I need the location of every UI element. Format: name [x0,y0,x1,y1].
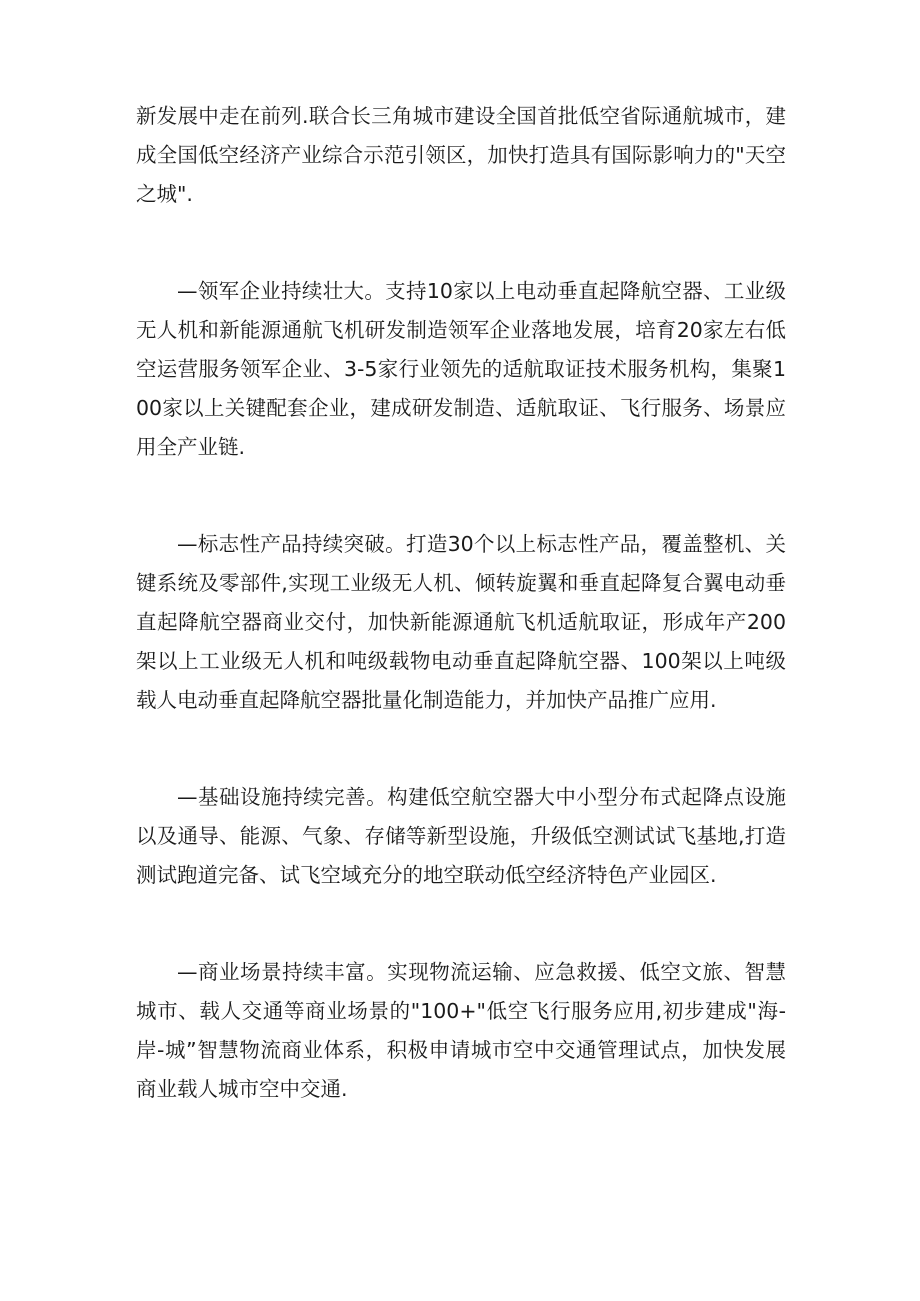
paragraph-infrastructure: —基础设施持续完善。构建低空航空器大中小型分布式起降点设施以及通导、能源、气象、存储等新型设施，升级低空测试试飞基地,打造测试跑道完备、试飞空域充分的地空联动低空经济特色产业园区. [136,785,786,887]
paragraph-landmark-products: —标志性产品持续突破。打造30个以上标志性产品，覆盖整机、关键系统及零部件,实现工业级无人机、倾转旋翼和垂直起降复合翼电动垂直起降航空器商业交付，加快新能源通航飞机适航取证，形成年产200架以上工业级无人机和吨级载物电动垂直起降航空器、100架以上吨级载人电动垂直起降航空器批量化制造能力，并加快产品推广应用. [136,532,786,712]
paragraph-leading-enterprises: —领军企业持续壮大。支持10家以上电动垂直起降航空器、工业级无人机和新能源通航飞机研发制造领军企业落地发展，培育20家左右低空运营服务领军企业、3-5家行业领先的适航取证技术服务机构，集聚100家以上关键配套企业，建成研发制造、适航取证、飞行服务、场景应用全产业链. [136,279,786,459]
paragraph-intro-continuation: 新发展中走在前列.联合长三角城市建设全国首批低空省际通航城市，建成全国低空经济产业综合示范引领区，加快打造具有国际影响力的"天空之城". [136,104,786,206]
paragraph-business-scenarios: —商业场景持续丰富。实现物流运输、应急救援、低空文旅、智慧城市、载人交通等商业场景的"100+"低空飞行服务应用,初步建成"海-岸-城”智慧物流商业体系，积极申请城市空中交通管理试点，加快发展商业载人城市空中交通. [136,960,786,1101]
document-body [136,97,786,1167]
